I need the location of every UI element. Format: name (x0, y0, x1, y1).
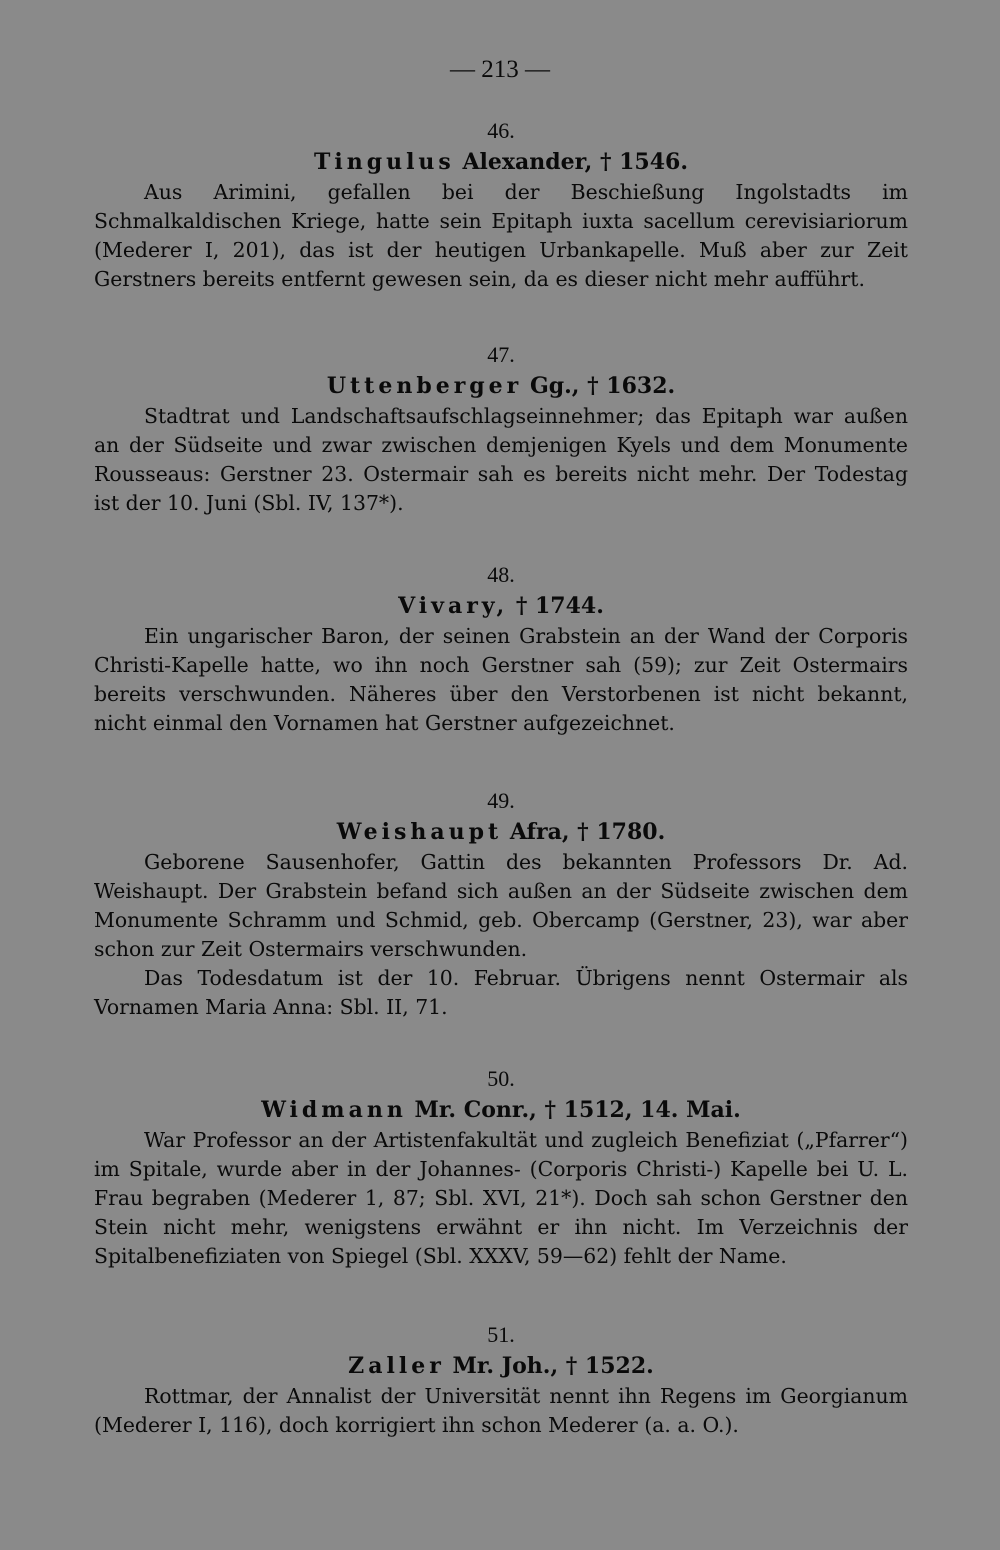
entry-text: Rottmar, der Annalist der Universität nennt ihn Regens im Georgianum (Mederer I, 116), doch korrigiert ihn schon Mederer (a. a. O.). (94, 1384, 908, 1437)
entry-text: Geborene Sausenhofer, Gattin des bekannten Professors Dr. Ad. Weishaupt. Der Grabstein befand sich außen an der Südseite zwischen dem Monumente Schramm und Schmid, geb. Obercamp (Gerstner, 23), war aber schon zur Zeit Ostermairs verschwunden. (94, 850, 908, 961)
entry-surname: Zaller (348, 1353, 445, 1379)
entry-surname: Tingulus (313, 149, 455, 175)
entry-surname: Uttenberger (326, 373, 523, 399)
entry-heading-rest: Gg., † 1632. (529, 373, 676, 399)
entry-heading-rest: † 1744. (515, 593, 604, 619)
entry-50 (94, 1064, 908, 1271)
entry-number: 49. (487, 788, 515, 813)
entry-heading (94, 590, 908, 622)
entry-surname: Weishaupt (336, 819, 503, 845)
entry-heading (94, 146, 908, 178)
entry-text: Aus Arimini, gefallen bei der Beschießung Ingolstadts im Schmalkaldischen Kriege, hatte sein Epitaph iuxta sacellum cerevisiariorum (Mederer I, 201), das ist der heutigen Urbankapelle. Muß aber zur Zeit Gerstners bereits entfernt gewesen sein, da es dieser nicht mehr aufführt. (94, 180, 908, 291)
page-number: — 213 — (450, 56, 550, 83)
entry-48 (94, 560, 908, 738)
entry-51 (94, 1320, 908, 1440)
entry-text: Ein ungarischer Baron, der seinen Grabstein an der Wand der Corporis Christi-Kapelle hatte, wo ihn noch Gerstner sah (59); zur Zeit Ostermairs bereits verschwunden. Näheres über den Verstorbenen ist nicht bekannt, nicht einmal den Vornamen hat Gerstner aufgezeichnet. (94, 624, 908, 735)
entry-text: Stadtrat und Landschaftsaufschlagseinnehmer; das Epitaph war außen an der Südseite und zwar zwischen demjenigen Kyels und dem Monumente Rousseaus: Gerstner 23. Ostermair sah es bereits nicht mehr. Der Todestag ist der 10. Juni (Sbl. IV, 137*). (94, 404, 908, 515)
entry-number: 46. (487, 118, 515, 143)
entry-heading (94, 1350, 908, 1382)
entry-47 (94, 340, 908, 518)
entry-heading (94, 370, 908, 402)
entry-text: War Professor an der Artistenfakultät und zugleich Benefiziat („Pfarrer“) im Spitale, wurde aber in der Johannes- (Corporis Christi-) Kapelle bei U. L. Frau begraben (Mederer 1, 87; Sbl. XVI, 21*). Doch sah schon Gerstner den Stein nicht mehr, wenigstens erwähnt er ihn nicht. Im Verzeichnis der Spitalbenefiziaten von Spiegel (Sbl. XXXV, 59—62) fehlt der Name. (94, 1128, 908, 1268)
entry-text-continued: Das Todesdatum ist der 10. Februar. Übrigens nennt Ostermair als Vornamen Maria Anna: Sbl. II, 71. (94, 966, 908, 1019)
entry-46 (94, 116, 908, 294)
entry-heading (94, 1094, 908, 1126)
entry-number: 47. (487, 342, 515, 367)
entry-surname: Widmann (261, 1097, 407, 1123)
entry-heading (94, 816, 908, 848)
entry-heading-rest: Alexander, † 1546. (462, 149, 689, 175)
entry-surname: Vivary, (398, 593, 509, 619)
entry-number: 50. (487, 1066, 515, 1091)
entry-number: 48. (487, 562, 515, 587)
entry-number: 51. (487, 1322, 515, 1347)
entry-heading-rest: Mr. Conr., † 1512, 14. Mai. (414, 1097, 741, 1123)
entry-49 (94, 786, 908, 1022)
entry-heading-rest: Afra, † 1780. (509, 819, 666, 845)
entry-heading-rest: Mr. Joh., † 1522. (452, 1353, 654, 1379)
